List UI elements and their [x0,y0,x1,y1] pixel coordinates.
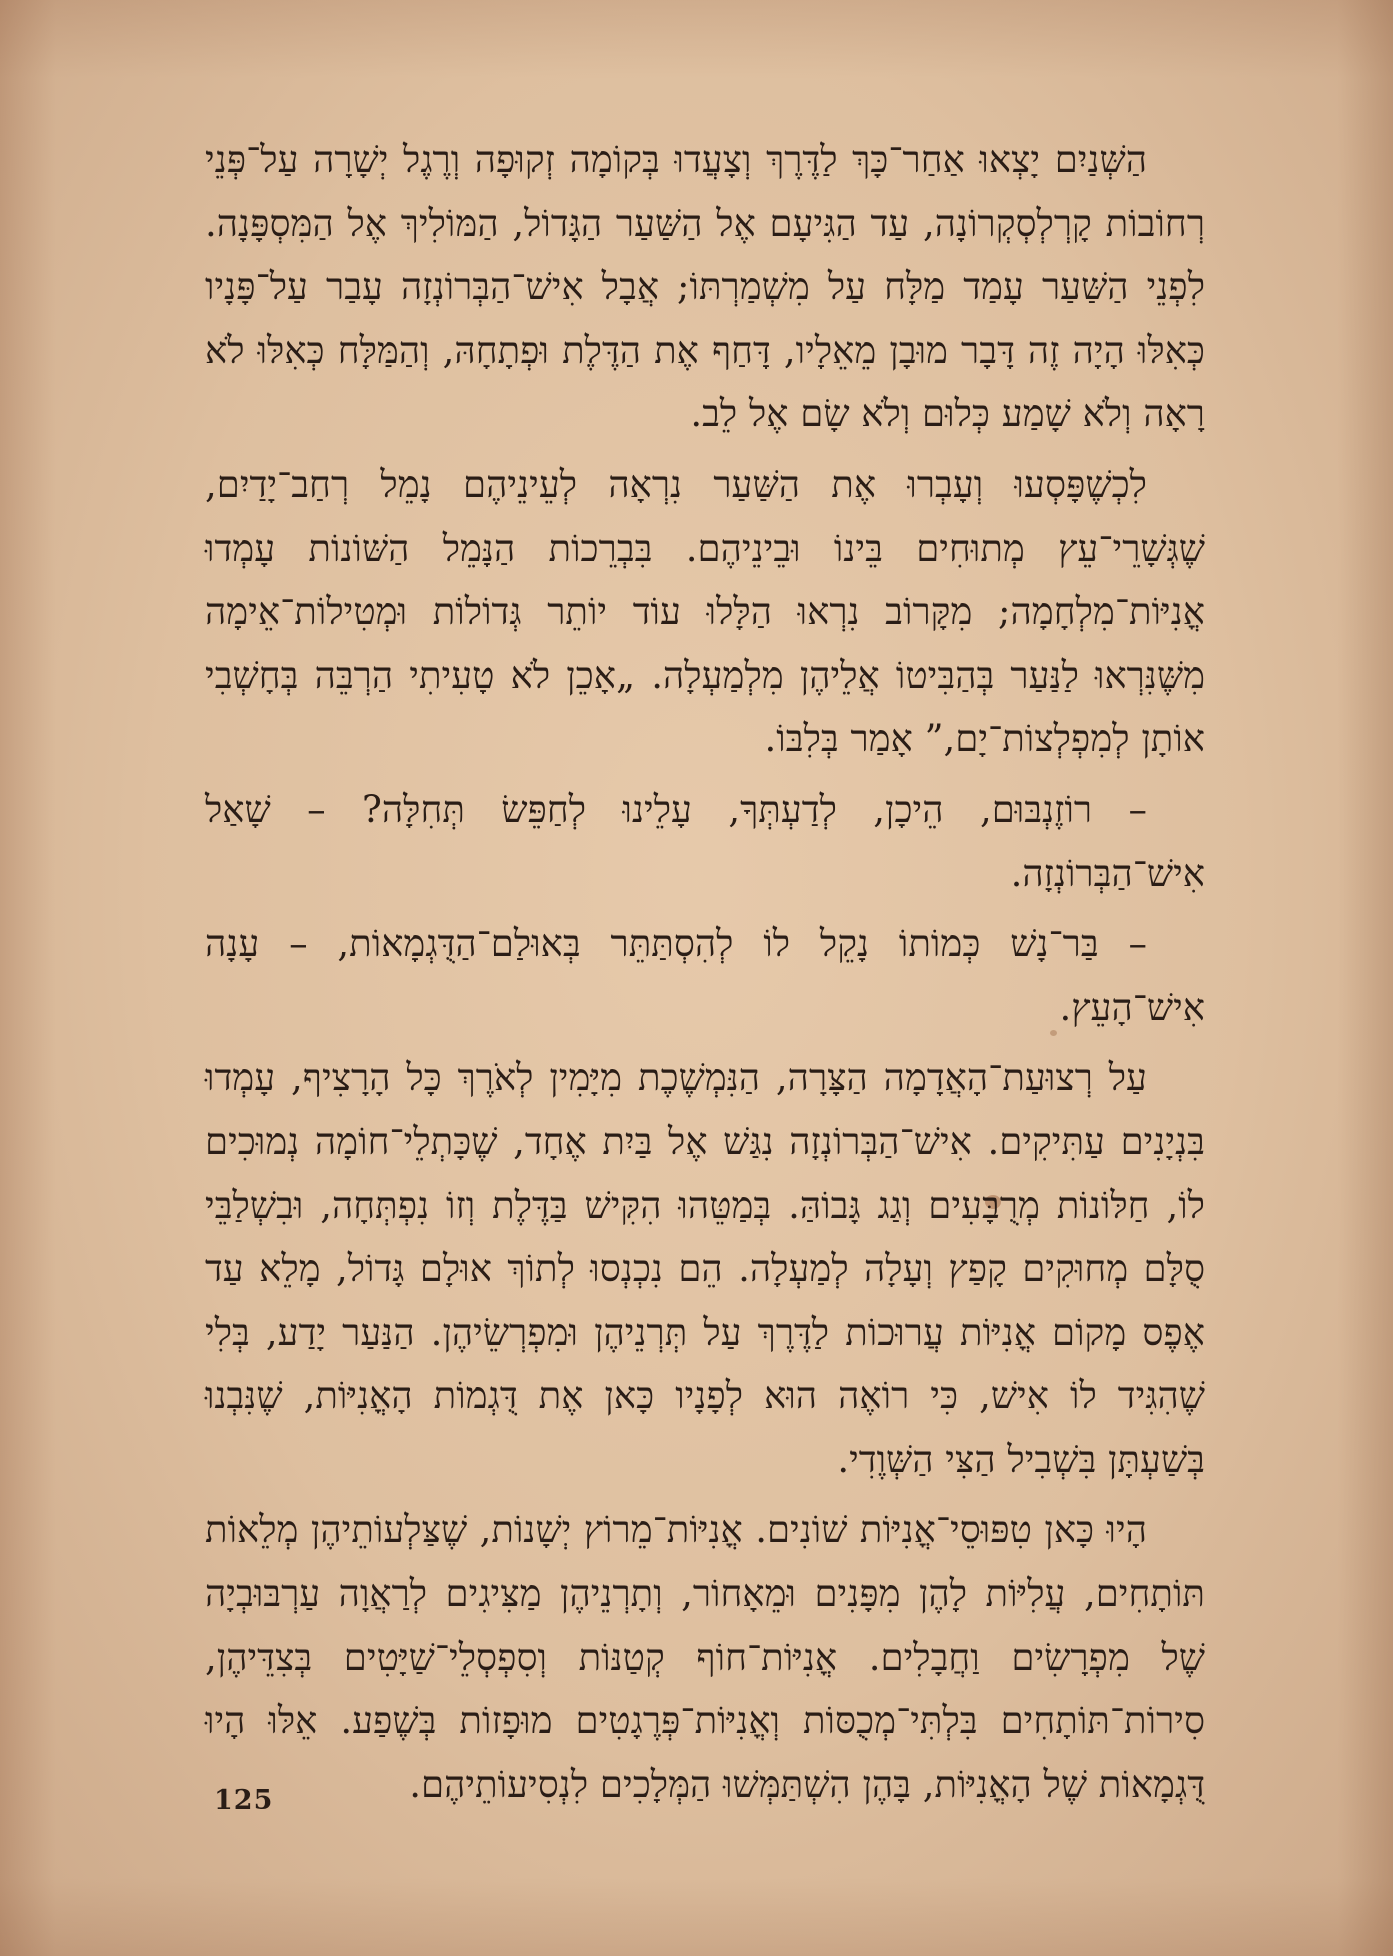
dialogue-paragraph: – בַּר־נָשׁ כְּמוֹתוֹ נָקֵל לוֹ לְהִסְתַּתֵּר בְּאוּלַם־הַדֻּגְמָאוֹת, – עָנָה אִישׁ־הָעֵץ. [205,922,1205,1029]
paragraph: הָיוּ כָּאן טִפּוּסֵי־אֳנִיּוֹת שׁוֹנִים. אֳנִיּוֹת־מֵרוֹץ יְשָׁנוֹת, שֶׁצַּלְעוֹתֵיהֶן מְלֵאוֹת תּוֹתָחִים, עֲלִיּוֹת לָהֶן מִפָּנִים וּמֵאָחוֹר, וְתָרְנֵיהֶן מַצִּיגִים לְרַאֲוָה עַרְבּוּבְיָה שֶׁל מִפְרָשִׂים וַחֲבָלִים. אֳנִיּוֹת־חוֹף קְטַנּוֹת וְסִפְסְלֵי־שַׁיָּטִים בְּצִדֵּיהֶן, סִירוֹת־תּוֹתָחִים בִּלְתִּי־מְכֻסּוֹת וְאֳנִיּוֹת־פְּרֶגָטִים מוּפָזוֹת בְּשֶׁפַע. אֵלּוּ הָיוּ דֻּגְמָאוֹת שֶׁל הָאֳנִיּוֹת, בָּהֶן הִשְׁתַּמְּשׁוּ הַמְּלָכִים לִנְסִיעוֹתֵיהֶם. [205,1508,1205,1806]
paragraph: הַשְּׁנַיִם יָצְאוּ אַחַר־כָּךְ לַדֶּרֶךְ וְצָעֲדוּ בְּקוֹמָה זְקוּפָה וְרֶגֶל יְשָׁרָה עַל־פְּנֵי רְחוֹבוֹת קָרְלְסְקְרוֹנָה, עַד הַגִּיעָם אֶל הַשַּׁעַר הַגָּדוֹל, הַמּוֹלִיךְ אֶל הַמִּסְפָּנָה. לִפְנֵי הַשַּׁעַר עָמַד מַלָּח עַל מִשְׁמַרְתּוֹ; אֲבָל אִישׁ־הַבְּרוֹנְזָה עָבַר עַל־פָּנָיו כְּאִלּוּ הָיָה זֶה דָּבָר מוּבָן מֵאֵלָיו, דָּחַף אֶת הַדֶּלֶת וּפְתָחָהּ, וְהַמַּלָּח כְּאִלּוּ לֹא רָאָה וְלֹא שָׁמַע כְּלוּם וְלֹא שָׂם אֶל לֵב. [205,138,1205,436]
body-text [205,128,1205,1823]
paragraph: עַל רְצוּעַת־הָאֲדָמָה הַצָּרָה, הַנִּמְשֶׁכֶת מִיָּמִין לְאֹרֶךְ כָּל הָרָצִיף, עָמְדוּ בִּנְיָנִים עַתִּיקִים. אִישׁ־הַבְּרוֹנְזָה נִגַּשׁ אֶל בַּיִת אֶחָד, שֶׁכָּתְלֵי־חוֹמָה נְמוּכִים לוֹ, חַלּוֹנוֹת מְרֻבָּעִים וְגַג גָּבוֹהַּ. בְּמַטֵּהוּ הִקִּישׁ בַּדֶּלֶת וְזוֹ נִפְתְּחָה, וּבִשְׁלַבֵּי סֻלָּם מְחוּקִים קָפַץ וְעָלָה לְמַעְלָה. הֵם נִכְנְסוּ לְתוֹךְ אוּלָם גָּדוֹל, מָלֵא עַד אֶפֶס מָקוֹם אֳנִיּוֹת עֲרוּכוֹת לַדֶּרֶךְ עַל תְּרְנֵיהֶן וּמִפְרְשֵׂיהֶן. הַנַּעַר יָדַע, בְּלִי שֶׁהִגִּיד לוֹ אִישׁ, כִּי רוֹאֶה הוּא לְפָנָיו כָּאן אֶת דֻּגְמוֹת הָאֳנִיּוֹת, שֶׁנִּבְנוּ בְּשַׁעְתָּן בִּשְׁבִיל הַצִּי הַשְּׁוֶדִי. [205,1056,1205,1481]
paragraph: לִכְשֶׁפָּסְעוּ וְעָבְרוּ אֶת הַשַּׁעַר נִרְאָה לְעֵינֵיהֶם נָמֵל רְחַב־יָדַיִם, שֶׁגְּשָׁרֵי־עֵץ מְתוּחִים בֵּינוֹ וּבֵינֵיהֶם. בִּבְרֵכוֹת הַנָּמֵל הַשּׁוֹנוֹת עָמְדוּ אֳנִיּוֹת־מִלְחָמָה; מִקָּרוֹב נִרְאוּ הַלָּלוּ עוֹד יוֹתֵר גְּדוֹלוֹת וּמְטִילוֹת־אֵימָה מִשֶּׁנִּרְאוּ לַנַּעַר בְּהַבִּיטוֹ אֲלֵיהֶן מִלְמַעְלָה. „אָכֵן לֹא טָעִיתִי הַרְבֵּה בְּחָשְׁבִי אוֹתָן לְמִפְלְצוֹת־יָם,” אָמַר בְּלִבּוֹ. [205,462,1206,761]
dialogue-paragraph: – רוֹזֶנְבּוּם, הֵיכָן, לְדַעְתְּךָ, עָלֵינוּ לְחַפֵּשׂ תְּחִלָּה? – שָׁאַל אִישׁ־הַבְּרוֹנְזָה. [205,787,1205,895]
page-number: 125 [214,1785,274,1816]
